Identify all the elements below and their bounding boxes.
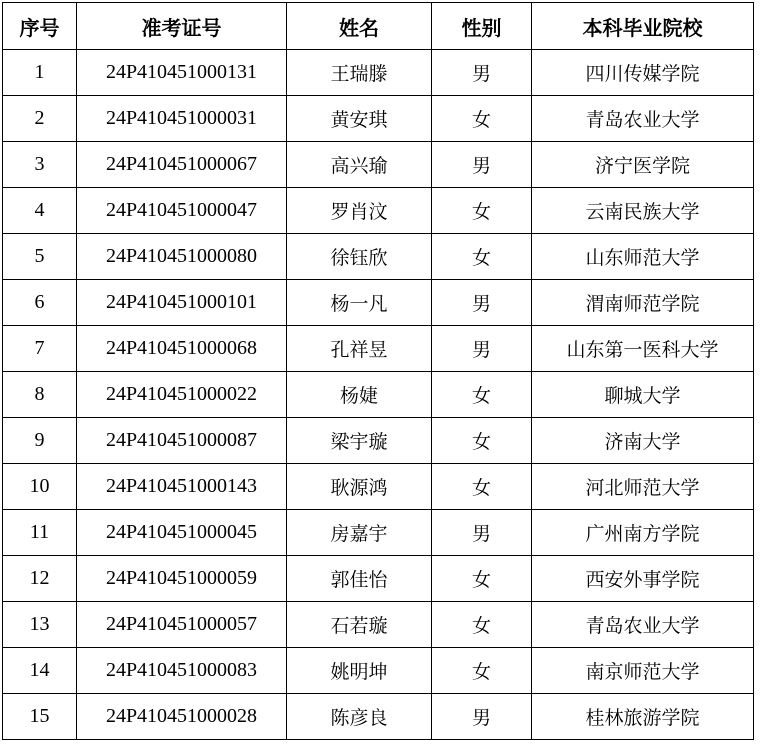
cell-school: 渭南师范学院 — [532, 280, 754, 326]
cell-exam-number: 24P410451000059 — [77, 556, 287, 602]
cell-exam-number: 24P410451000131 — [77, 50, 287, 96]
table-row — [3, 50, 754, 96]
cell-name: 杨婕 — [287, 372, 432, 418]
cell-exam-number: 24P410451000068 — [77, 326, 287, 372]
table-row — [3, 372, 754, 418]
cell-gender: 女 — [432, 602, 532, 648]
cell-exam-number: 24P410451000067 — [77, 142, 287, 188]
cell-gender: 女 — [432, 96, 532, 142]
cell-gender: 男 — [432, 694, 532, 740]
cell-index: 8 — [3, 372, 77, 418]
table-row — [3, 96, 754, 142]
cell-exam-number: 24P410451000031 — [77, 96, 287, 142]
cell-name: 梁宇璇 — [287, 418, 432, 464]
cell-gender: 男 — [432, 280, 532, 326]
cell-school: 桂林旅游学院 — [532, 694, 754, 740]
cell-gender: 女 — [432, 372, 532, 418]
cell-exam-number: 24P410451000143 — [77, 464, 287, 510]
header-name: 姓名 — [287, 3, 432, 50]
admission-roster-table — [2, 2, 754, 740]
table-header — [3, 3, 754, 50]
cell-name: 姚明坤 — [287, 648, 432, 694]
cell-gender: 女 — [432, 234, 532, 280]
cell-index: 9 — [3, 418, 77, 464]
cell-name: 高兴瑜 — [287, 142, 432, 188]
cell-exam-number: 24P410451000083 — [77, 648, 287, 694]
cell-name: 孔祥昱 — [287, 326, 432, 372]
cell-index: 4 — [3, 188, 77, 234]
header-exam-number: 准考证号 — [77, 3, 287, 50]
cell-name: 罗肖汶 — [287, 188, 432, 234]
cell-gender: 女 — [432, 648, 532, 694]
cell-gender: 女 — [432, 188, 532, 234]
cell-school: 西安外事学院 — [532, 556, 754, 602]
cell-gender: 女 — [432, 418, 532, 464]
cell-index: 2 — [3, 96, 77, 142]
cell-index: 5 — [3, 234, 77, 280]
cell-school: 山东师范大学 — [532, 234, 754, 280]
cell-school: 四川传媒学院 — [532, 50, 754, 96]
table-row — [3, 556, 754, 602]
cell-school: 广州南方学院 — [532, 510, 754, 556]
cell-exam-number: 24P410451000047 — [77, 188, 287, 234]
cell-school: 济南大学 — [532, 418, 754, 464]
cell-name: 王瑞滕 — [287, 50, 432, 96]
cell-index: 3 — [3, 142, 77, 188]
cell-index: 12 — [3, 556, 77, 602]
cell-school: 南京师范大学 — [532, 648, 754, 694]
table-row — [3, 142, 754, 188]
cell-index: 13 — [3, 602, 77, 648]
cell-name: 杨一凡 — [287, 280, 432, 326]
header-school: 本科毕业院校 — [532, 3, 754, 50]
cell-index: 1 — [3, 50, 77, 96]
cell-index: 15 — [3, 694, 77, 740]
cell-name: 石若璇 — [287, 602, 432, 648]
cell-exam-number: 24P410451000101 — [77, 280, 287, 326]
cell-index: 10 — [3, 464, 77, 510]
table-row — [3, 188, 754, 234]
cell-school: 山东第一医科大学 — [532, 326, 754, 372]
cell-gender: 女 — [432, 464, 532, 510]
cell-name: 郭佳怡 — [287, 556, 432, 602]
cell-school: 河北师范大学 — [532, 464, 754, 510]
table-row — [3, 464, 754, 510]
cell-name: 徐钰欣 — [287, 234, 432, 280]
table-row — [3, 418, 754, 464]
cell-exam-number: 24P410451000022 — [77, 372, 287, 418]
header-gender: 性别 — [432, 3, 532, 50]
table-body — [3, 50, 754, 740]
cell-index: 11 — [3, 510, 77, 556]
cell-name: 黄安琪 — [287, 96, 432, 142]
table-row — [3, 510, 754, 556]
header-index: 序号 — [3, 3, 77, 50]
cell-school: 青岛农业大学 — [532, 96, 754, 142]
header-row — [3, 3, 754, 50]
cell-gender: 男 — [432, 50, 532, 96]
cell-school: 聊城大学 — [532, 372, 754, 418]
table-row — [3, 326, 754, 372]
cell-school: 云南民族大学 — [532, 188, 754, 234]
table-row — [3, 694, 754, 740]
cell-name: 房嘉宇 — [287, 510, 432, 556]
cell-exam-number: 24P410451000045 — [77, 510, 287, 556]
cell-school: 济宁医学院 — [532, 142, 754, 188]
cell-exam-number: 24P410451000080 — [77, 234, 287, 280]
cell-school: 青岛农业大学 — [532, 602, 754, 648]
cell-exam-number: 24P410451000028 — [77, 694, 287, 740]
cell-gender: 男 — [432, 510, 532, 556]
cell-name: 耿源鸿 — [287, 464, 432, 510]
cell-index: 6 — [3, 280, 77, 326]
table-row — [3, 648, 754, 694]
cell-exam-number: 24P410451000057 — [77, 602, 287, 648]
cell-gender: 女 — [432, 556, 532, 602]
table-row — [3, 280, 754, 326]
cell-exam-number: 24P410451000087 — [77, 418, 287, 464]
cell-gender: 男 — [432, 326, 532, 372]
cell-gender: 男 — [432, 142, 532, 188]
cell-index: 7 — [3, 326, 77, 372]
cell-index: 14 — [3, 648, 77, 694]
table-row — [3, 602, 754, 648]
table-row — [3, 234, 754, 280]
cell-name: 陈彦良 — [287, 694, 432, 740]
